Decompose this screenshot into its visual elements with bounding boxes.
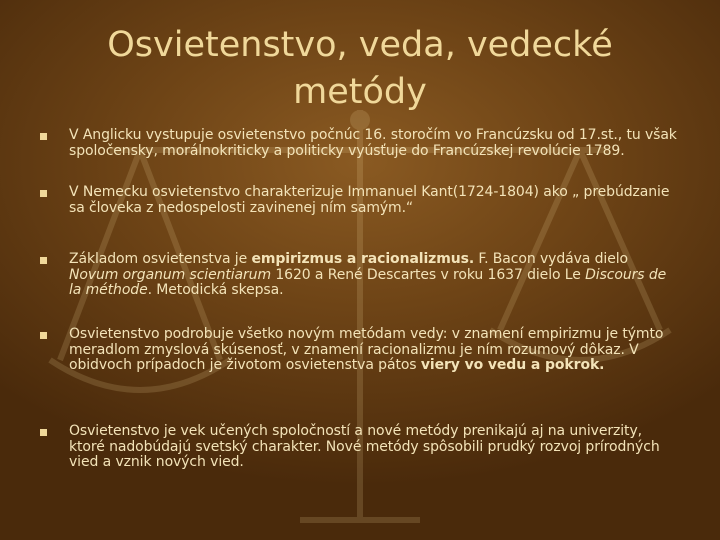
bullet-text: V Anglicku vystupuje osvietenstvo počnúc 16. storočím vo Francúzsku od 17.st., tu však spoločensky, morálnokriticky a politicky vyúsťuje do Francúzskej revolúcie 1789. (69, 127, 677, 159)
bullet-text: Osvietenstvo je vek učených spoločností a nové metódy prenikajú aj na univerzity, ktoré nadobúdajú svetský charakter. Nové metódy spôsobili prudký rozvoj prírodných vied a vznik nových vied. (69, 423, 660, 470)
title-line-2: metódy (293, 72, 427, 112)
square-bullet-icon (40, 429, 47, 436)
square-bullet-icon (40, 332, 47, 339)
title-line-1: Osvietenstvo, veda, vedecké (107, 25, 613, 65)
square-bullet-icon (40, 133, 47, 140)
square-bullet-icon (40, 190, 47, 197)
bullet-text: V Nemecku osvietenstvo charakterizuje Immanuel Kant(1724-1804) ako „ prebúdzanie sa človeka z nedospelosti zavinenej ním samým.“ (69, 184, 670, 216)
bullet-text: Osvietenstvo podrobuje všetko novým metódam vedy: v znamení empirizmu je týmto meradlom zmyslová skúsenosť, v znamení racionalizmu je ním rozumový dôkaz. V obidvoch prípadoch je životom osvietenstva pátos viery vo vedu a pokrok. (69, 326, 664, 373)
slide-title (60, 22, 660, 116)
square-bullet-icon (40, 257, 47, 264)
bullet-text: Základom osvietenstva je empirizmus a racionalizmus. F. Bacon vydáva dielo Novum organum scientiarum 1620 a René Descartes v roku 1637 dielo Le Discours de la méthode. Metodická skepsa. (69, 251, 667, 298)
